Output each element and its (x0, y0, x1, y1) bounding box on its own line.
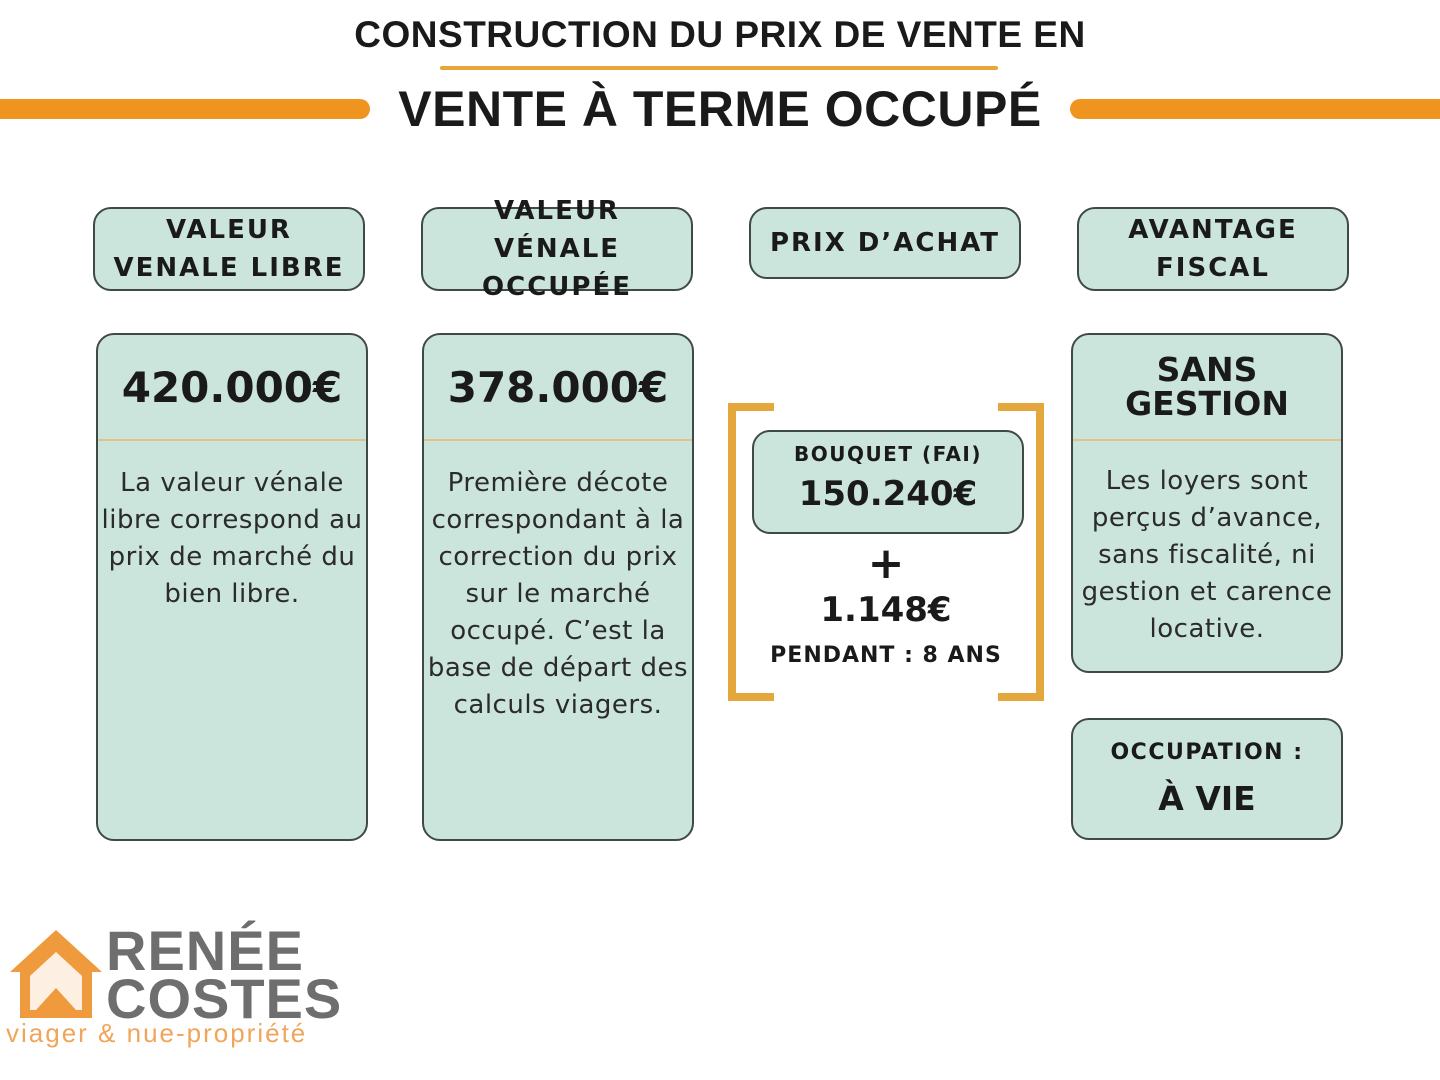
brand-logo (6, 918, 406, 1058)
header-label: VALEUR VÉNALE OCCUPÉE (482, 196, 632, 302)
bouquet-label: BOUQUET (FAI) (793, 442, 983, 466)
brand-name-line1: RENÉE (106, 919, 304, 982)
header-label: VALEUR VENALE LIBRE (113, 215, 345, 283)
card-valeur-libre (96, 333, 368, 841)
card-valeur-occupee (422, 333, 694, 841)
card-description: Les loyers sont perçus d’avance, sans fiscalité, ni gestion et carence locative. (1081, 466, 1333, 644)
bouquet-value: 150.240€ (798, 474, 978, 514)
header-valeur-venale-libre (93, 207, 365, 291)
card-description: Première décote correspondant à la correction du prix sur le marché occupé. C’est la base de départ des calculs viagers. (427, 468, 689, 720)
card-avantage-fiscal (1071, 333, 1343, 673)
house-roof-logo-icon (6, 926, 106, 1021)
header-label: AVANTAGE FISCAL (1128, 215, 1298, 283)
card-description: La valeur vénale libre correspond au prix de marché du bien libre. (101, 468, 363, 609)
rente-value: 1.148€ (820, 590, 952, 630)
bouquet-box (752, 430, 1024, 534)
header-label: PRIX D’ACHAT (769, 228, 1001, 258)
occupation-box (1071, 718, 1343, 840)
brand-tagline: viager & nue-propriété (6, 1018, 308, 1048)
card-value: SANS GESTION (1073, 335, 1341, 441)
occupation-value: À VIE (1158, 779, 1256, 818)
occupation-label: OCCUPATION : (1110, 740, 1304, 765)
card-value: 378.000€ (424, 335, 692, 441)
header-prix-achat (749, 207, 1021, 279)
title-underline (440, 66, 998, 70)
card-value: 420.000€ (98, 335, 366, 441)
title-line-2: VENTE À TERME OCCUPÉ (398, 81, 1042, 137)
title-line-1: CONSTRUCTION DU PRIX DE VENTE EN (354, 14, 1086, 55)
rente-duration: PENDANT : 8 ANS (770, 643, 1002, 668)
plus-sign: + (867, 538, 905, 589)
brand-name-line2: COSTES (106, 967, 343, 1030)
header-avantage-fiscal (1077, 207, 1349, 291)
header-valeur-venale-occupee (421, 196, 693, 302)
